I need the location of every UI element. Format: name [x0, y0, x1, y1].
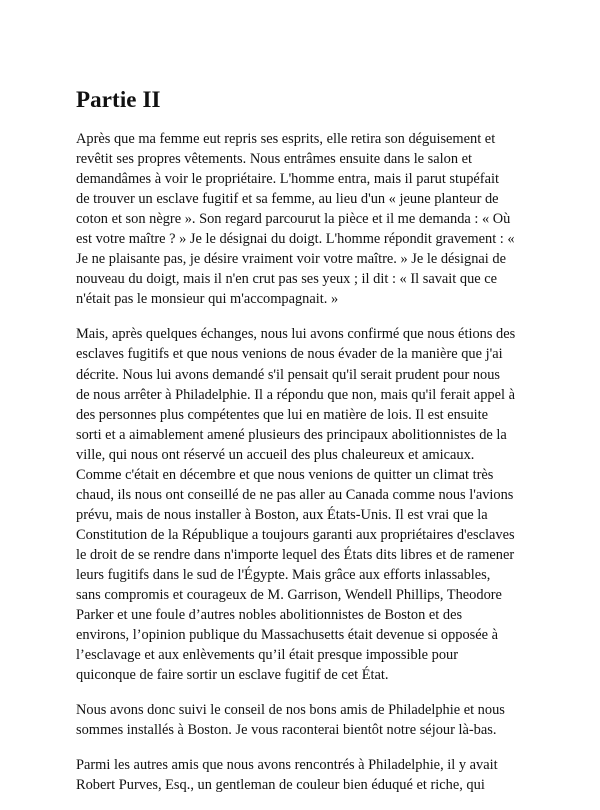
text-line: sorti et a aimablement amené plusieurs des principaux abolitionnistes de la — [76, 426, 507, 443]
text-line: demandâmes à voir le propriétaire. L'homme entra, mais il parut stupéfait — [76, 171, 499, 188]
text-line: Nous avons donc suivi le conseil de nos bons amis de Philadelphie et nous — [76, 702, 505, 719]
text-line: le droit de se rendre dans n'importe lequel des États dits libres et de ramener — [76, 546, 515, 563]
text-line: de trouver un esclave fugitif et sa femme, au lieu d'un « jeune planteur de — [76, 191, 499, 208]
text-line: quiconque de faire sortir un esclave fugitif de cet État. — [76, 667, 389, 684]
text-line: Mais, après quelques échanges, nous lui avons confirmé que nous étions des — [76, 326, 516, 343]
text-line: de nous arrêter à Philadelphie. Il a répondu que non, mais qu'il ferait appel à — [76, 386, 515, 403]
text-line: n'était pas le monsieur qui m'accompagnait. » — [76, 291, 339, 308]
text-line: sans compromis et courageux de M. Garrison, Wendell Phillips, Theodore — [76, 587, 502, 604]
text-line: prévu, mais de nous installer à Boston, aux États-Unis. Il est vrai que la — [76, 506, 488, 523]
text-line: Je ne plaisante pas, je désire vraiment voir votre maître. » Je le désignai de — [76, 251, 506, 268]
paragraph-4 — [76, 755, 546, 795]
body-text — [76, 129, 546, 810]
text-line: Robert Purves, Esq., un gentleman de couleur bien éduqué et riche, qui — [76, 777, 485, 794]
text-line: sommes installés à Boston. Je vous raconterai bientôt notre séjour là-bas. — [76, 722, 497, 739]
text-line: nouveau du doigt, mais il n'en crut pas ses yeux ; il dit : « Il savait que ce — [76, 271, 498, 288]
paragraph-3 — [76, 700, 546, 740]
text-line: Comme c'était en décembre et que nous venions de quitter un climat très — [76, 466, 494, 483]
text-line: Constitution de la République a toujours garanti aux propriétaires d'esclaves — [76, 526, 515, 543]
text-line: Après que ma femme eut repris ses esprits, elle retira son déguisement et — [76, 131, 496, 147]
text-line: environs, l’opinion publique du Massachusetts était devenue si opposée à — [76, 627, 499, 644]
paragraph-2 — [76, 324, 546, 685]
text-line: coton et son nègre ». Son regard parcourut la pièce et il me demanda : « Où — [76, 211, 511, 228]
paragraph-1 — [76, 129, 546, 309]
text-line: des personnes plus compétentes que lui en matière de lois. Il est ensuite — [76, 406, 489, 423]
text-line: décrite. Nous lui avons demandé s'il pensait qu'il serait prudent pour nous — [76, 366, 501, 383]
text-line: chaud, ils nous ont conseillé de ne pas aller au Canada comme nous l'avions — [76, 486, 514, 503]
text-line: l’esclavage et aux enlèvements qu’il était presque impossible pour — [76, 647, 459, 664]
text-line: Parker et une foule d’autres nobles abolitionnistes de Boston et des — [76, 607, 463, 624]
text-line: est votre maître ? » Je le désignai du doigt. L'homme répondit gravement : « — [76, 231, 515, 248]
text-line: leurs fugitifs dans le sud de l'Égypte. Mais grâce aux efforts inlassables, — [76, 566, 491, 583]
text-line: esclaves fugitifs et que nous venions de nous évader de la manière que j'ai — [76, 346, 503, 363]
section-heading: Partie II — [76, 87, 161, 112]
text-line: ville, qui nous ont réservé un accueil des plus chaleureux et amicaux. — [76, 446, 475, 463]
text-line: revêtit ses propres vêtements. Nous entrâmes ensuite dans le salon et — [76, 151, 473, 168]
text-line: Parmi les autres amis que nous avons rencontrés à Philadelphie, il y avait — [76, 757, 498, 774]
